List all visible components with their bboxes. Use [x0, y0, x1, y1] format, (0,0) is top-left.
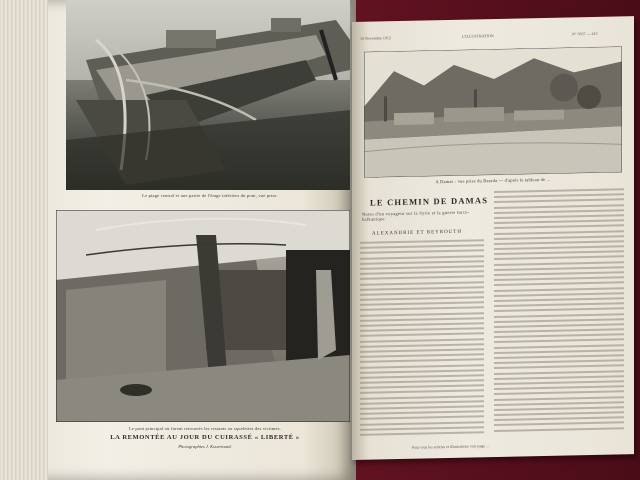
- text-line: [494, 328, 624, 333]
- text-line: [360, 260, 484, 265]
- painting-illustration: [364, 46, 622, 177]
- text-line: [494, 235, 624, 240]
- text-line: [360, 416, 484, 421]
- text-line: [494, 209, 624, 214]
- text-line: [360, 374, 484, 379]
- text-line: [360, 384, 484, 389]
- text-line: [360, 395, 484, 400]
- text-line: [494, 406, 624, 411]
- page-footer: Pour tous les articles et illustrations voir page ...: [412, 443, 489, 450]
- text-line: [494, 302, 624, 307]
- text-line: [494, 359, 624, 364]
- text-line: [360, 431, 484, 436]
- text-line: [360, 244, 484, 249]
- text-line: [360, 421, 484, 426]
- text-line: [494, 354, 624, 359]
- section-heading: ALEXANDRIE ET BEYROUTH: [372, 229, 462, 237]
- text-line: [360, 379, 484, 384]
- text-line: [360, 265, 484, 270]
- bottom-photo-caption-line1: Le pont principal où furent retrouvés les restants ou squelettes des victimes.: [128, 426, 282, 431]
- text-line: [494, 245, 624, 250]
- text-line: [494, 292, 624, 297]
- text-line: [494, 219, 624, 224]
- page-header-title: L'ILLUSTRATION: [462, 33, 494, 39]
- text-line: [360, 410, 484, 415]
- text-line: [494, 401, 624, 406]
- right-page: [352, 16, 634, 460]
- text-line: [494, 375, 624, 380]
- text-line: [494, 349, 624, 354]
- text-line: [494, 188, 624, 193]
- text-line: [494, 297, 624, 302]
- text-line: [494, 334, 624, 339]
- text-line: [360, 281, 484, 286]
- text-line: [360, 276, 484, 281]
- text-line: [494, 370, 624, 375]
- text-line: [360, 359, 484, 364]
- text-line: [360, 270, 484, 275]
- text-line: [494, 411, 624, 416]
- text-line: [360, 327, 484, 332]
- text-line: [494, 313, 624, 318]
- text-line: [494, 204, 624, 209]
- text-line: [360, 348, 484, 353]
- text-line: [494, 214, 624, 219]
- text-line: [494, 282, 624, 287]
- page-header-date: 16 Novembre 1912: [360, 35, 391, 41]
- text-line: [360, 296, 484, 301]
- text-line: [494, 308, 624, 313]
- text-line: [494, 199, 624, 204]
- bottom-photo-illustration: [56, 210, 350, 422]
- bottom-photo-main-deck: [56, 210, 350, 422]
- text-line: [360, 307, 484, 312]
- text-line: [494, 396, 624, 401]
- painting-damascus-landscape: [364, 46, 622, 177]
- text-line: [494, 261, 624, 266]
- text-line: [494, 344, 624, 349]
- text-line: [360, 239, 484, 244]
- text-line: [360, 390, 484, 395]
- text-line: [360, 400, 484, 405]
- text-line: [360, 312, 484, 317]
- painting-caption: A Damas : vue prise du Barada — d'après le tableau de ...: [435, 176, 551, 185]
- text-line: [494, 391, 624, 396]
- page-header-number: N° 3637 — 413: [572, 30, 598, 37]
- text-line: [494, 427, 624, 432]
- text-line: [494, 339, 624, 344]
- text-line: [360, 426, 484, 431]
- text-line: [360, 405, 484, 410]
- article-subtitle: Notes d'un voyageur sur la Syrie et la guerre turco-balkanique: [362, 209, 470, 222]
- bottom-photo-credit: Photographies J. Kourrinard.: [178, 444, 232, 449]
- article-title: LE CHEMIN DE DAMAS: [370, 195, 489, 208]
- text-line: [360, 369, 484, 374]
- text-line: [494, 251, 624, 256]
- text-line: [494, 271, 624, 276]
- text-line: [494, 417, 624, 422]
- page-edges: [0, 0, 48, 480]
- top-photo-illustration: [66, 0, 350, 190]
- article-column-right: [494, 188, 624, 435]
- article-column-left: [360, 239, 484, 439]
- text-line: [494, 230, 624, 235]
- text-line: [494, 266, 624, 271]
- top-photo-shipwreck-deck: [66, 0, 350, 190]
- bottom-photo-caption-title: LA REMONTÉE AU JOUR DU CUIRASSÉ « LIBERTÉ »: [110, 434, 300, 441]
- text-line: [360, 338, 484, 343]
- text-line: [360, 317, 484, 322]
- text-line: [360, 353, 484, 358]
- text-line: [494, 380, 624, 385]
- text-line: [494, 385, 624, 390]
- text-line: [494, 365, 624, 370]
- text-line: [494, 323, 624, 328]
- text-line: [494, 422, 624, 427]
- text-line: [360, 364, 484, 369]
- text-line: [360, 255, 484, 260]
- text-line: [360, 286, 484, 291]
- text-line: [360, 291, 484, 296]
- top-photo-caption: Le ptage central et une partie de l'étage inférieur du pont, vue prise.: [142, 193, 278, 198]
- text-line: [494, 318, 624, 323]
- text-line: [360, 250, 484, 255]
- text-line: [360, 301, 484, 306]
- text-line: [360, 322, 484, 327]
- text-line: [494, 256, 624, 261]
- text-line: [494, 287, 624, 292]
- text-line: [360, 343, 484, 348]
- text-line: [494, 240, 624, 245]
- text-line: [494, 276, 624, 281]
- text-line: [360, 333, 484, 338]
- text-line: [494, 225, 624, 230]
- text-line: [494, 193, 624, 198]
